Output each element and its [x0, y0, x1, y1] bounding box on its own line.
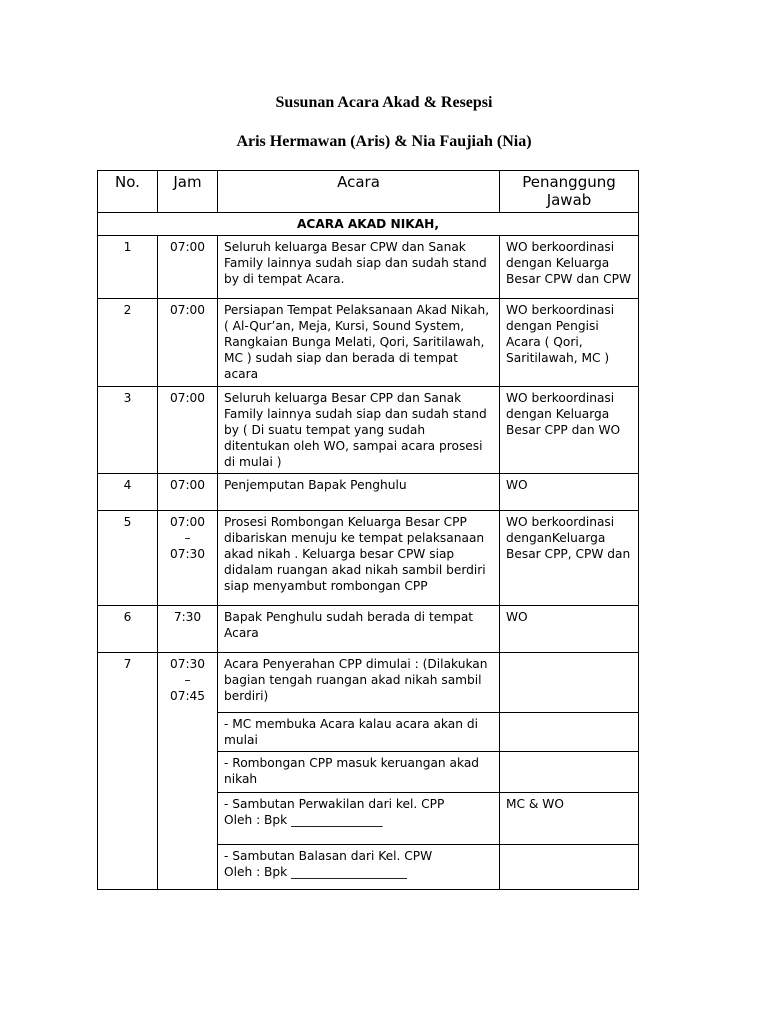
row-acara: Bapak Penghulu sudah berada di tempat Acara: [218, 606, 500, 653]
row-penanggung-jawab: WO: [500, 474, 639, 511]
jam-text: 07:00: [169, 240, 206, 254]
jam-start: 07:30: [169, 657, 206, 671]
row-penanggung-jawab: WO berkoordinasi dengan Keluarga Besar CPP dan WO: [500, 387, 639, 474]
row-no: 1: [98, 236, 158, 299]
header-row: [98, 171, 639, 213]
row-no: 3: [98, 387, 158, 474]
row-jam: [158, 387, 218, 474]
row-acara: Persiapan Tempat Pelaksanaan Akad Nikah, ( Al-Qur’an, Meja, Kursi, Sound System, Rangkaian Bunga Melati, Qori, Saritilawah, MC ) sudah siap dan berada di tempat acara: [218, 299, 500, 387]
subrow-acara: - Rombongan CPP masuk keruangan akad nikah: [218, 752, 500, 793]
header-jam: Jam: [158, 171, 218, 213]
section-label: ACARA AKAD NIKAH,: [98, 213, 639, 236]
row-acara: Prosesi Rombongan Keluarga Besar CPP dibariskan menuju ke tempat pelaksanaan akad nikah . Keluarga besar CPW siap didalam ruangan akad nikah sambil berdiri siap menyambut rombongan CPP: [218, 511, 500, 606]
row-acara: Seluruh keluarga Besar CPP dan Sanak Family lainnya sudah siap dan sudah stand by ( Di suatu tempat yang sudah ditentukan oleh WO, sampai acara prosesi di mulai ): [218, 387, 500, 474]
jam-text: 7:30: [173, 610, 202, 624]
row-penanggung-jawab: [500, 653, 639, 713]
row-jam: [158, 606, 218, 653]
row-penanggung-jawab: WO: [500, 606, 639, 653]
subrow-acara-line2: Oleh : Bpk ___________________: [224, 865, 407, 879]
header-penanggung-jawab: Penanggung Jawab: [500, 171, 639, 213]
row-penanggung-jawab: WO berkoordinasi dengan Keluarga Besar CPW dan CPW: [500, 236, 639, 299]
jam-dash: –: [184, 531, 191, 545]
subrow-penanggung-jawab: [500, 713, 639, 752]
row-acara: Seluruh keluarga Besar CPW dan Sanak Family lainnya sudah siap dan sudah stand by di tempat Acara.: [218, 236, 500, 299]
jam-text: 07:00: [169, 478, 206, 492]
row-jam: [158, 474, 218, 511]
row-jam: [158, 511, 218, 606]
header-acara: Acara: [218, 171, 500, 213]
jam-text: 07:00: [169, 303, 206, 317]
table-row: [98, 299, 639, 387]
row-jam: [158, 299, 218, 387]
row-acara: Acara Penyerahan CPP dimulai : (Dilakukan bagian tengah ruangan akad nikah sambil berdiri): [218, 653, 500, 713]
table-row: [98, 606, 639, 653]
row-jam: [158, 653, 218, 890]
row-acara: Penjemputan Bapak Penghulu: [218, 474, 500, 511]
row-no: 4: [98, 474, 158, 511]
section-row: [98, 213, 639, 236]
table-row: [98, 511, 639, 606]
document-subtitle: Aris Hermawan (Aris) & Nia Faujiah (Nia): [236, 133, 532, 150]
row-penanggung-jawab: WO berkoordinasi dengan Pengisi Acara ( Qori, Saritilawah, MC ): [500, 299, 639, 387]
subrow-penanggung-jawab: MC & WO: [500, 793, 639, 845]
subrow-penanggung-jawab: [500, 752, 639, 793]
subrow-acara: - MC membuka Acara kalau acara akan di mulai: [218, 713, 500, 752]
table-row: [98, 387, 639, 474]
row-penanggung-jawab: WO berkoordinasi denganKeluarga Besar CPP, CPW dan: [500, 511, 639, 606]
jam-start: 07:00: [169, 515, 206, 529]
subrow-penanggung-jawab: [500, 845, 639, 890]
row-jam: [158, 236, 218, 299]
row-no: 5: [98, 511, 158, 606]
jam-end: 07:45: [169, 689, 206, 703]
row-no: 6: [98, 606, 158, 653]
schedule-table: [97, 170, 639, 890]
subrow-acara-line2: Oleh : Bpk _______________: [224, 813, 383, 827]
subrow-acara-line1: - Sambutan Balasan dari Kel. CPW: [224, 849, 433, 863]
subrow-acara: [218, 793, 500, 845]
table-row: [98, 236, 639, 299]
jam-end: 07:30: [169, 547, 206, 561]
table-row: [98, 474, 639, 511]
row-no: 2: [98, 299, 158, 387]
jam-dash: –: [184, 673, 191, 687]
subrow-acara-line1: - Sambutan Perwakilan dari kel. CPP: [224, 797, 445, 811]
row-no: 7: [98, 653, 158, 890]
header-no: No.: [98, 171, 158, 213]
jam-text: 07:00: [169, 391, 206, 405]
subrow-acara: [218, 845, 500, 890]
document-title: Susunan Acara Akad & Resepsi: [275, 94, 493, 111]
table-row: [98, 653, 639, 713]
